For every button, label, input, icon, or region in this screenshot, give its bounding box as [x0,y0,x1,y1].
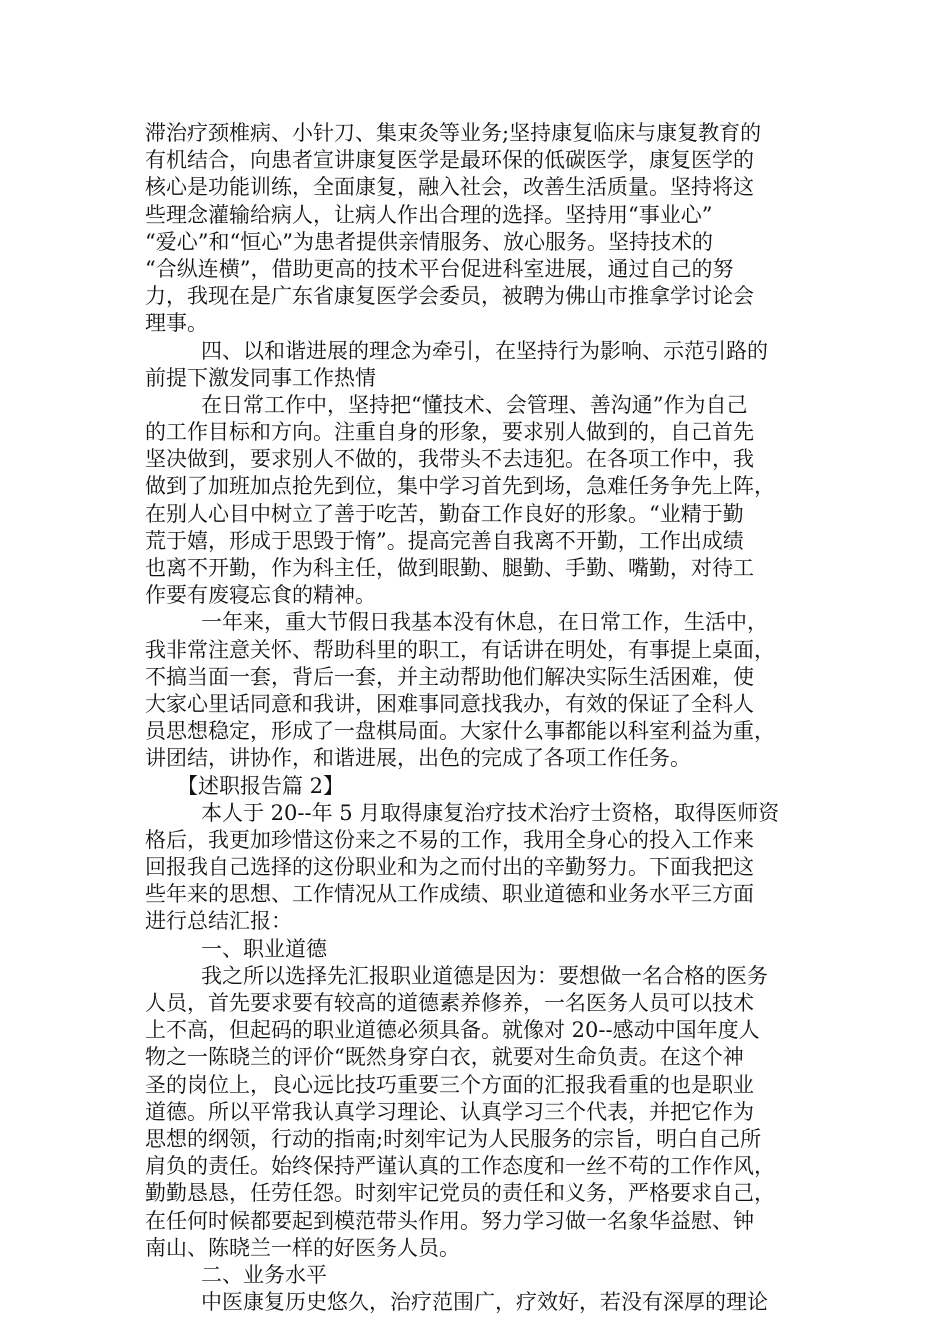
text-line: 本人于 20--年 5 月取得康复治疗技术治疗士资格，取得医师资 [201,800,780,825]
text-line: 格后，我更加珍惜这份来之不易的工作，我用全身心的投入工作来 [145,827,754,852]
text-line: 荒于嬉，形成于思毁于惰”。提高完善自我离不开勤，工作出成绩 [145,528,744,553]
text-line: 道德。所以平常我认真学习理论、认真学习三个代表，并把它作为 [145,1099,754,1124]
text-line: 有机结合，向患者宣讲康复医学是最环保的低碳医学，康复医学的 [145,148,754,173]
text-line: 前提下激发同事工作热情 [145,365,376,390]
text-line: 我之所以选择先汇报职业道德是因为：要想做一名合格的医务 [201,963,768,988]
text-line: “合纵连横”，借助更高的技术平台促进科室进展，通过自己的努 [145,256,734,281]
document-page [145,120,810,1316]
text-line: 思想的纲领，行动的指南;时刻牢记为人民服务的宗旨，明白自己所 [145,1126,762,1151]
text-line: 肩负的责任。始终保持严谨认真的工作态度和一丝不苟的工作作风， [145,1154,775,1179]
text-line: 作要有废寝忘食的精神。 [145,583,376,608]
text-line: 力，我现在是广东省康复医学会委员，被聘为佛山市推拿学讨论会 [145,284,754,309]
text-line: 回报我自己选择的这份职业和为之而付出的辛勤努力。下面我把这 [145,855,754,880]
text-line: 我非常注意关怀、帮助科里的职工，有话讲在明处，有事提上桌面， [145,637,775,662]
text-line: 一年来，重大节假日我基本没有休息，在日常工作，生活中， [201,610,768,635]
text-line: 南山、陈晓兰一样的好医务人员。 [145,1235,460,1260]
text-line: 大家心里话同意和我讲，困难事同意找我办，有效的保证了全科人 [145,691,754,716]
text-line: 勤勤恳恳，任劳任怨。时刻牢记党员的责任和义务，严格要求自己， [145,1181,775,1206]
text-line: 圣的岗位上，良心远比技巧重要三个方面的汇报我看重的也是职业 [145,1072,754,1097]
text-line: 做到了加班加点抢先到位，集中学习首先到场，急难任务争先上阵， [145,474,775,499]
text-line: “爱心”和“恒心”为患者提供亲情服务、放心服务。坚持技术的 [145,229,713,254]
text-line: 二、业务水平 [201,1262,327,1287]
text-line: 上不高，但起码的职业道德必须具备。就像对 20--感动中国年度人 [145,1018,760,1043]
text-line: 讲团结，讲协作，和谐进展，出色的完成了各项工作任务。 [145,746,691,771]
text-line: 坚决做到，要求别人不做的，我带头不去违犯。在各项工作中，我 [145,447,754,472]
text-line: 的工作目标和方向。注重自身的形象，要求别人做到的，自己首先 [145,420,754,445]
text-line: 核心是功能训练，全面康复，融入社会，改善生活质量。坚持将这 [145,175,754,200]
text-line: 在别人心目中树立了善于吃苦，勤奋工作良好的形象。“业精于勤 [145,501,744,526]
text-line: 不搞当面一套，背后一套，并主动帮助他们解决实际生活困难，使 [145,664,754,689]
text-line: 滞治疗颈椎病、小针刀、集束灸等业务;坚持康复临床与康复教育的 [145,121,762,145]
text-line: 些年来的思想、工作情况从工作成绩、职业道德和业务水平三方面 [145,882,754,907]
text-line: 在任何时候都要起到模范带头作用。努力学习做一名象华益慰、钟 [145,1208,754,1233]
text-line: 理事。 [145,311,208,336]
text-line: 四、以和谐进展的理念为牵引，在坚持行为影响、示范引路的 [201,338,768,363]
text-line: 进行总结汇报： [145,909,292,934]
text-line: 物之一陈晓兰的评价“既然身穿白衣，就要对生命负责。在这个神 [145,1045,744,1070]
text-line: 也离不开勤，作为科主任，做到眼勤、腿勤、手勤、嘴勤，对待工 [145,556,754,580]
text-line: 中医康复历史悠久，治疗范围广，疗效好，若没有深厚的理论 [201,1290,768,1315]
text-line: 在日常工作中，坚持把“懂技术、会管理、善沟通”作为自己 [201,392,748,417]
text-line: 些理念灌输给病人，让病人作出合理的选择。坚持用“事业心” [145,202,713,227]
text-line: 人员，首先要求要有较高的道德素养修养，一名医务人员可以技术 [145,991,754,1015]
text-line: 员思想稳定，形成了一盘棋局面。大家什么事都能以科室利益为重， [145,719,775,744]
text-line: 一、职业道德 [201,936,327,961]
text-line: 【述职报告篇 2】 [177,773,345,798]
